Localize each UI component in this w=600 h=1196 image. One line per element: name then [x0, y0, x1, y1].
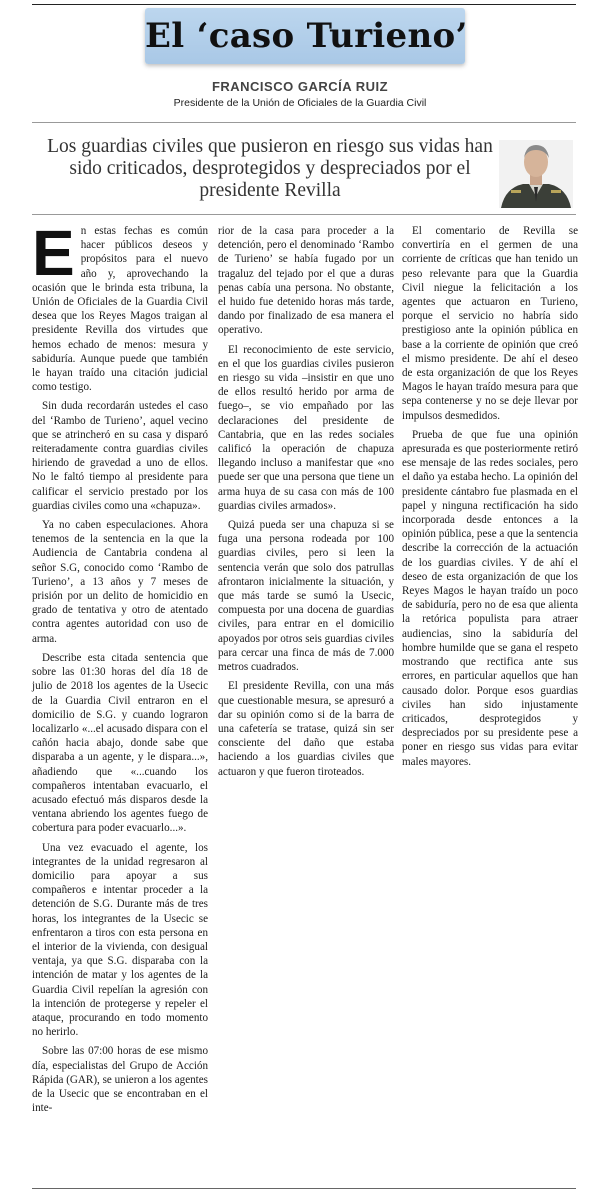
- paragraph: [32, 217, 208, 394]
- bottom-rule: [32, 1188, 576, 1189]
- paragraph: Sin duda recordarán ustedes el caso del ‘Rambo de Turieno’, aquel vecino que se atrincheró en su casa y disparó reiteradamente contra guardias civiles hiriendo de gravedad a uno de ellos. No le faltó tiempo al presidente para calificar el servicio prestado por los guardias civiles como una «chapuza».: [32, 400, 208, 512]
- headline-bottom-rule: [32, 214, 576, 215]
- paragraph: Ya no caben especulaciones. Ahora tenemos de la sentencia en la que la Audiencia de Cantabria condena al señor S.G, conocido como ‘Rambo de Turieno’, a 13 años y 7 meses de prisión por un delito de homicidio en grado de tentativa y otro de atentado contra agentes autoridad con uso de arma.: [32, 519, 208, 645]
- headline-top-rule: [32, 122, 576, 123]
- author-photo: [499, 140, 573, 208]
- paragraph: Sobre las 07:00 horas de ese mismo día, especialistas del Grupo de Acción Rápida (GAR), se unieron a los agentes de la Usecic que se encontraban en el inte-: [32, 1045, 208, 1115]
- paragraph: Quizá pueda ser una chapuza si se fuga una persona rodeada por 100 guardias civiles, pero si leen la sentencia verán que solo dos patrullas afrontaron inicialmente la situación, y que más tarde se sumó la Usecic, compuesta por una docena de guardias civiles, para entrar en el domicilio apoyados por otros seis guardias civiles para cercar una finca de más de 7.000 metros cuadrados.: [218, 519, 394, 674]
- article-column-1: [32, 217, 208, 1120]
- article-column-3: [402, 224, 578, 774]
- article-headline: Los guardias civiles que pusieron en riesgo sus vidas han sido criticados, desprotegidos y despreciados por el presidente Revilla: [47, 136, 493, 201]
- paragraph: Una vez evacuado el agente, los integrantes de la unidad regresaron al domicilio para apoyar a sus compañeros e intentar proceder a la detención de S.G. Durante más de tres horas, los integrantes de la Usecic se enfrentaron a tiros con esta persona en el interior de la vivienda, con desigual ventaja, ya que S.G. disparaba con la intención de matar y los agentes de la Guardia Civil repelían la agresión con la intención de protegerse y repeler el ataque, procurando en todo momento no herirlo.: [32, 841, 208, 1039]
- author-name: FRANCISCO GARCÍA RUIZ: [211, 79, 389, 94]
- paragraph-text: n estas fechas es común hacer públicos deseos y propósitos para el nuevo año y, aprovechando la ocasión que le brinda esta tribuna, la Unión de Oficiales de la Guardia Civil desea que los Reyes Magos traigan al presidente Revilla dos virtudes que hemos echado de menos: mesura y sabiduría. Aunque puede que también le hayan traído una citación judicial como testigo.: [32, 225, 208, 394]
- paragraph: Describe esta citada sentencia que sobre las 01:30 horas del día 18 de julio de 2018 los agentes de la Usecic de la Guardia Civil entraron en el domicilio de S.G. y cuando lograron localizarlo «...el acusado dispara con el cañón hacia abajo, donde sabe que disparaba a un agente, y le dispara...», añadiendo que «...cuando los compañeros intentaban evacuarlo, el acusado efectuó más disparos desde la ventana abriendo los agentes fuego de cobertura para poder evacuarlo...».: [32, 651, 208, 835]
- top-rule: [32, 4, 576, 5]
- paragraph: El reconocimiento de este servicio, en el que los guardias civiles pusieron en riesgo su vida –insistir en que uno de ellos resultó herido por arma de fuego–, se vio empañado por las declaraciones del presidente de Cantabria, que en las redes sociales calificó la operación de chapuza llegando incluso a manifestar que «no puede ser que una persona que tiene un arma huya de su casa con más de 100 guardias civiles armados».: [218, 343, 394, 512]
- paragraph: Prueba de que fue una opinión apresurada es que posteriormente retiró ese mensaje de las redes sociales, pero el daño ya estaba hecho. La opinión del presidente cántabro fue plasmada en el papel y ninguna rectificación ha sido incorporada desde entonces a la opinión pública, pese a que la sentencia describe la corrección de la actuación de los guardias civiles. Y de ahí el deseo de esta organización de que los Reyes Magos le hayan traído un poco de sabiduría, pero no de esa que alienta la retórica populista para atraer audiencias, sino la sabiduría del hombre humilde que se gana el respeto mostrando que rectifica ante sus errores, en particular aquellos que han causado dolor. Porque esos guardias civiles han sido injustamente criticados, desprotegidos y despreciados por su presidente pese a poner en riesgo sus vidas para evitar males mayores.: [402, 428, 578, 768]
- paragraph: El comentario de Revilla se convertiría en el germen de una corriente de críticas que han tenido un peso relevante para que la Guardia Civil niegue la felicitación a los agentes que actuaron en Turieno, porque el servicio no habría sido prestigioso ante la opinión pública en base a la corriente de opinión que creó el mismo presidente. De ahí el deseo de esta organización de que los Reyes Magos le hayan traído mesura para que sepa contenerse y no se deje llevar por impulsos desmedidos.: [402, 225, 578, 422]
- title-banner: [145, 8, 468, 64]
- author-portrait-icon: [499, 140, 573, 208]
- paragraph: El presidente Revilla, con una más que cuestionable mesura, se apresuró a dar su opinión como si de la barra de una cafetería se tratase, quizá sin ser consciente del daño que estaba haciendo a los guardias civiles que actuaron y que fueron tiroteados.: [218, 680, 394, 778]
- article-body: [32, 217, 578, 1182]
- article-column-2: [218, 224, 394, 784]
- author-role: Presidente de la Unión de Oficiales de la Guardia Civil: [173, 97, 427, 109]
- drop-cap: E: [32, 217, 75, 289]
- paragraph: rior de la casa para proceder a la detención, pero el denominado ‘Rambo de Turieno’ se había fugado por un tragaluz del tejado por el que a duras penas cabía una persona. No obstante, el huido fue detenido horas más tarde, dando por finalizado de esa manera el operativo.: [218, 225, 394, 337]
- article-title: El ‘caso Turieno’: [145, 16, 468, 56]
